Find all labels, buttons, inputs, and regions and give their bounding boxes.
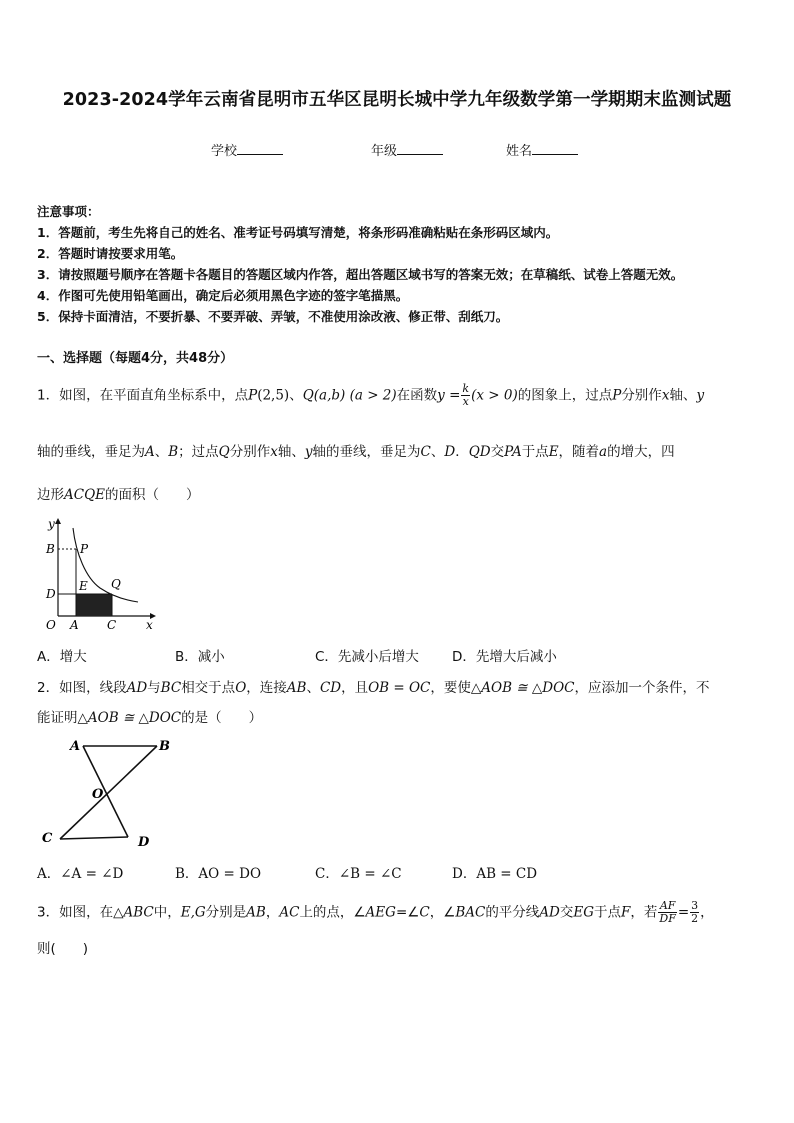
label-B: B [159,739,170,754]
label-C: C [107,618,117,632]
label-E: E [79,579,88,593]
notes-heading: 注意事项： [37,204,100,219]
note-item: 2．答题时请按要求用笔。 [37,246,184,261]
label-C: C [42,831,53,846]
label-P: P [80,542,89,556]
segment-CD [60,837,128,839]
label-x: x [146,618,153,632]
label-D: D [46,587,56,601]
q2-options [37,862,777,882]
label-D: D [138,835,150,850]
q2-option-d[interactable]: D．AB = CD [452,866,538,882]
fraction-af-over-df: $\frac{AF}{DF}$ [659,899,676,925]
name-blank[interactable] [532,140,578,155]
q1-figure [40,516,160,634]
grade-field [371,140,443,159]
shaded-quadrilateral [76,594,112,616]
q2-option-b[interactable]: B．AO = DO [175,866,262,882]
q1-line-1: 1．如图，在平面直角坐标系中，点P(2,5)、Q(a,b) (a > 2)在函数y = $\frac{k}{x}$ (x > 0)的图象上，过点P分别作x轴、y [37,382,705,408]
q2-line-2: 能证明△AOB ≅ △DOC的是（ ） [37,710,263,726]
grade-blank[interactable] [397,140,443,155]
q2-option-a[interactable]: A．∠A = ∠D [37,866,124,882]
note-item: 5．保持卡面清洁，不要折暴、不要弄破、弄皱，不准使用涂改液、修正带、刮纸刀。 [37,309,509,324]
fraction-k-over-x: $\frac{k}{x}$ [462,382,470,408]
q1-line-3: 边形ACQE的面积（ ） [37,487,200,503]
note-item: 4．作图可先使用铅笔画出，确定后必须用黑色字迹的签字笔描黑。 [37,288,409,303]
q3-line-2: 则( ) [37,941,89,957]
segment-AD [83,746,128,837]
q1-option-c[interactable]: C．先减小后增大 [315,649,419,665]
school-blank[interactable] [237,140,283,155]
q1-option-d[interactable]: D．先增大后减小 [452,649,557,665]
label-O: O [46,618,56,632]
label-O: O [92,787,104,802]
q2-option-c[interactable]: C．∠B = ∠C [315,866,402,882]
section-heading: 一、选择题（每题4分，共48分） [37,351,234,366]
label-Q: Q [111,577,121,591]
grade-label: 年级 [371,144,398,159]
q1-option-a[interactable]: A．增大 [37,649,87,665]
label-A: A [70,739,81,754]
school-field [211,140,283,159]
q1-line-2: 轴的垂线，垂足为A、B；过点Q分别作x轴、y轴的垂线，垂足为C、D．QD交PA于点E，随着a的增大，四 [37,444,675,460]
q3-line-1: 3．如图，在△ABC中，E,G分别是AB，AC上的点，∠AEG=∠C，∠BAC的平分线AD交EG于点F，若 $\frac{AF}{DF}$ = $\frac{3}{2}$ ， [37,899,714,925]
label-B: B [46,542,55,556]
q1-options [37,645,777,665]
note-item: 1．答题前，考生先将自己的姓名、准考证号码填写清楚，将条形码准确粘贴在条形码区域内。 [37,225,559,240]
label-y: y [48,517,55,531]
name-field [506,140,578,159]
school-label: 学校 [211,144,238,159]
fraction-three-halves: $\frac{3}{2}$ [691,899,699,925]
segment-BC [60,746,157,839]
note-item: 3．请按照题号顺序在答题卡各题目的答题区域内作答，超出答题区域书写的答案无效；在草稿纸、试卷上答题无效。 [37,267,684,282]
name-label: 姓名 [506,144,533,159]
student-info-fields [0,140,794,162]
q2-figure [36,734,186,852]
q2-line-1: 2．如图，线段AD与BC相交于点O，连接AB、CD，且OB = OC，要使△AOB ≅ △DOC，应添加一个条件，不 [37,680,710,696]
y-axis-arrow-icon [55,518,61,524]
q1-option-b[interactable]: B．减小 [175,649,225,665]
label-A: A [70,618,79,632]
page-title: 2023-2024学年云南省昆明市五华区昆明长城中学九年级数学第一学期期末监测试题 [62,90,732,110]
